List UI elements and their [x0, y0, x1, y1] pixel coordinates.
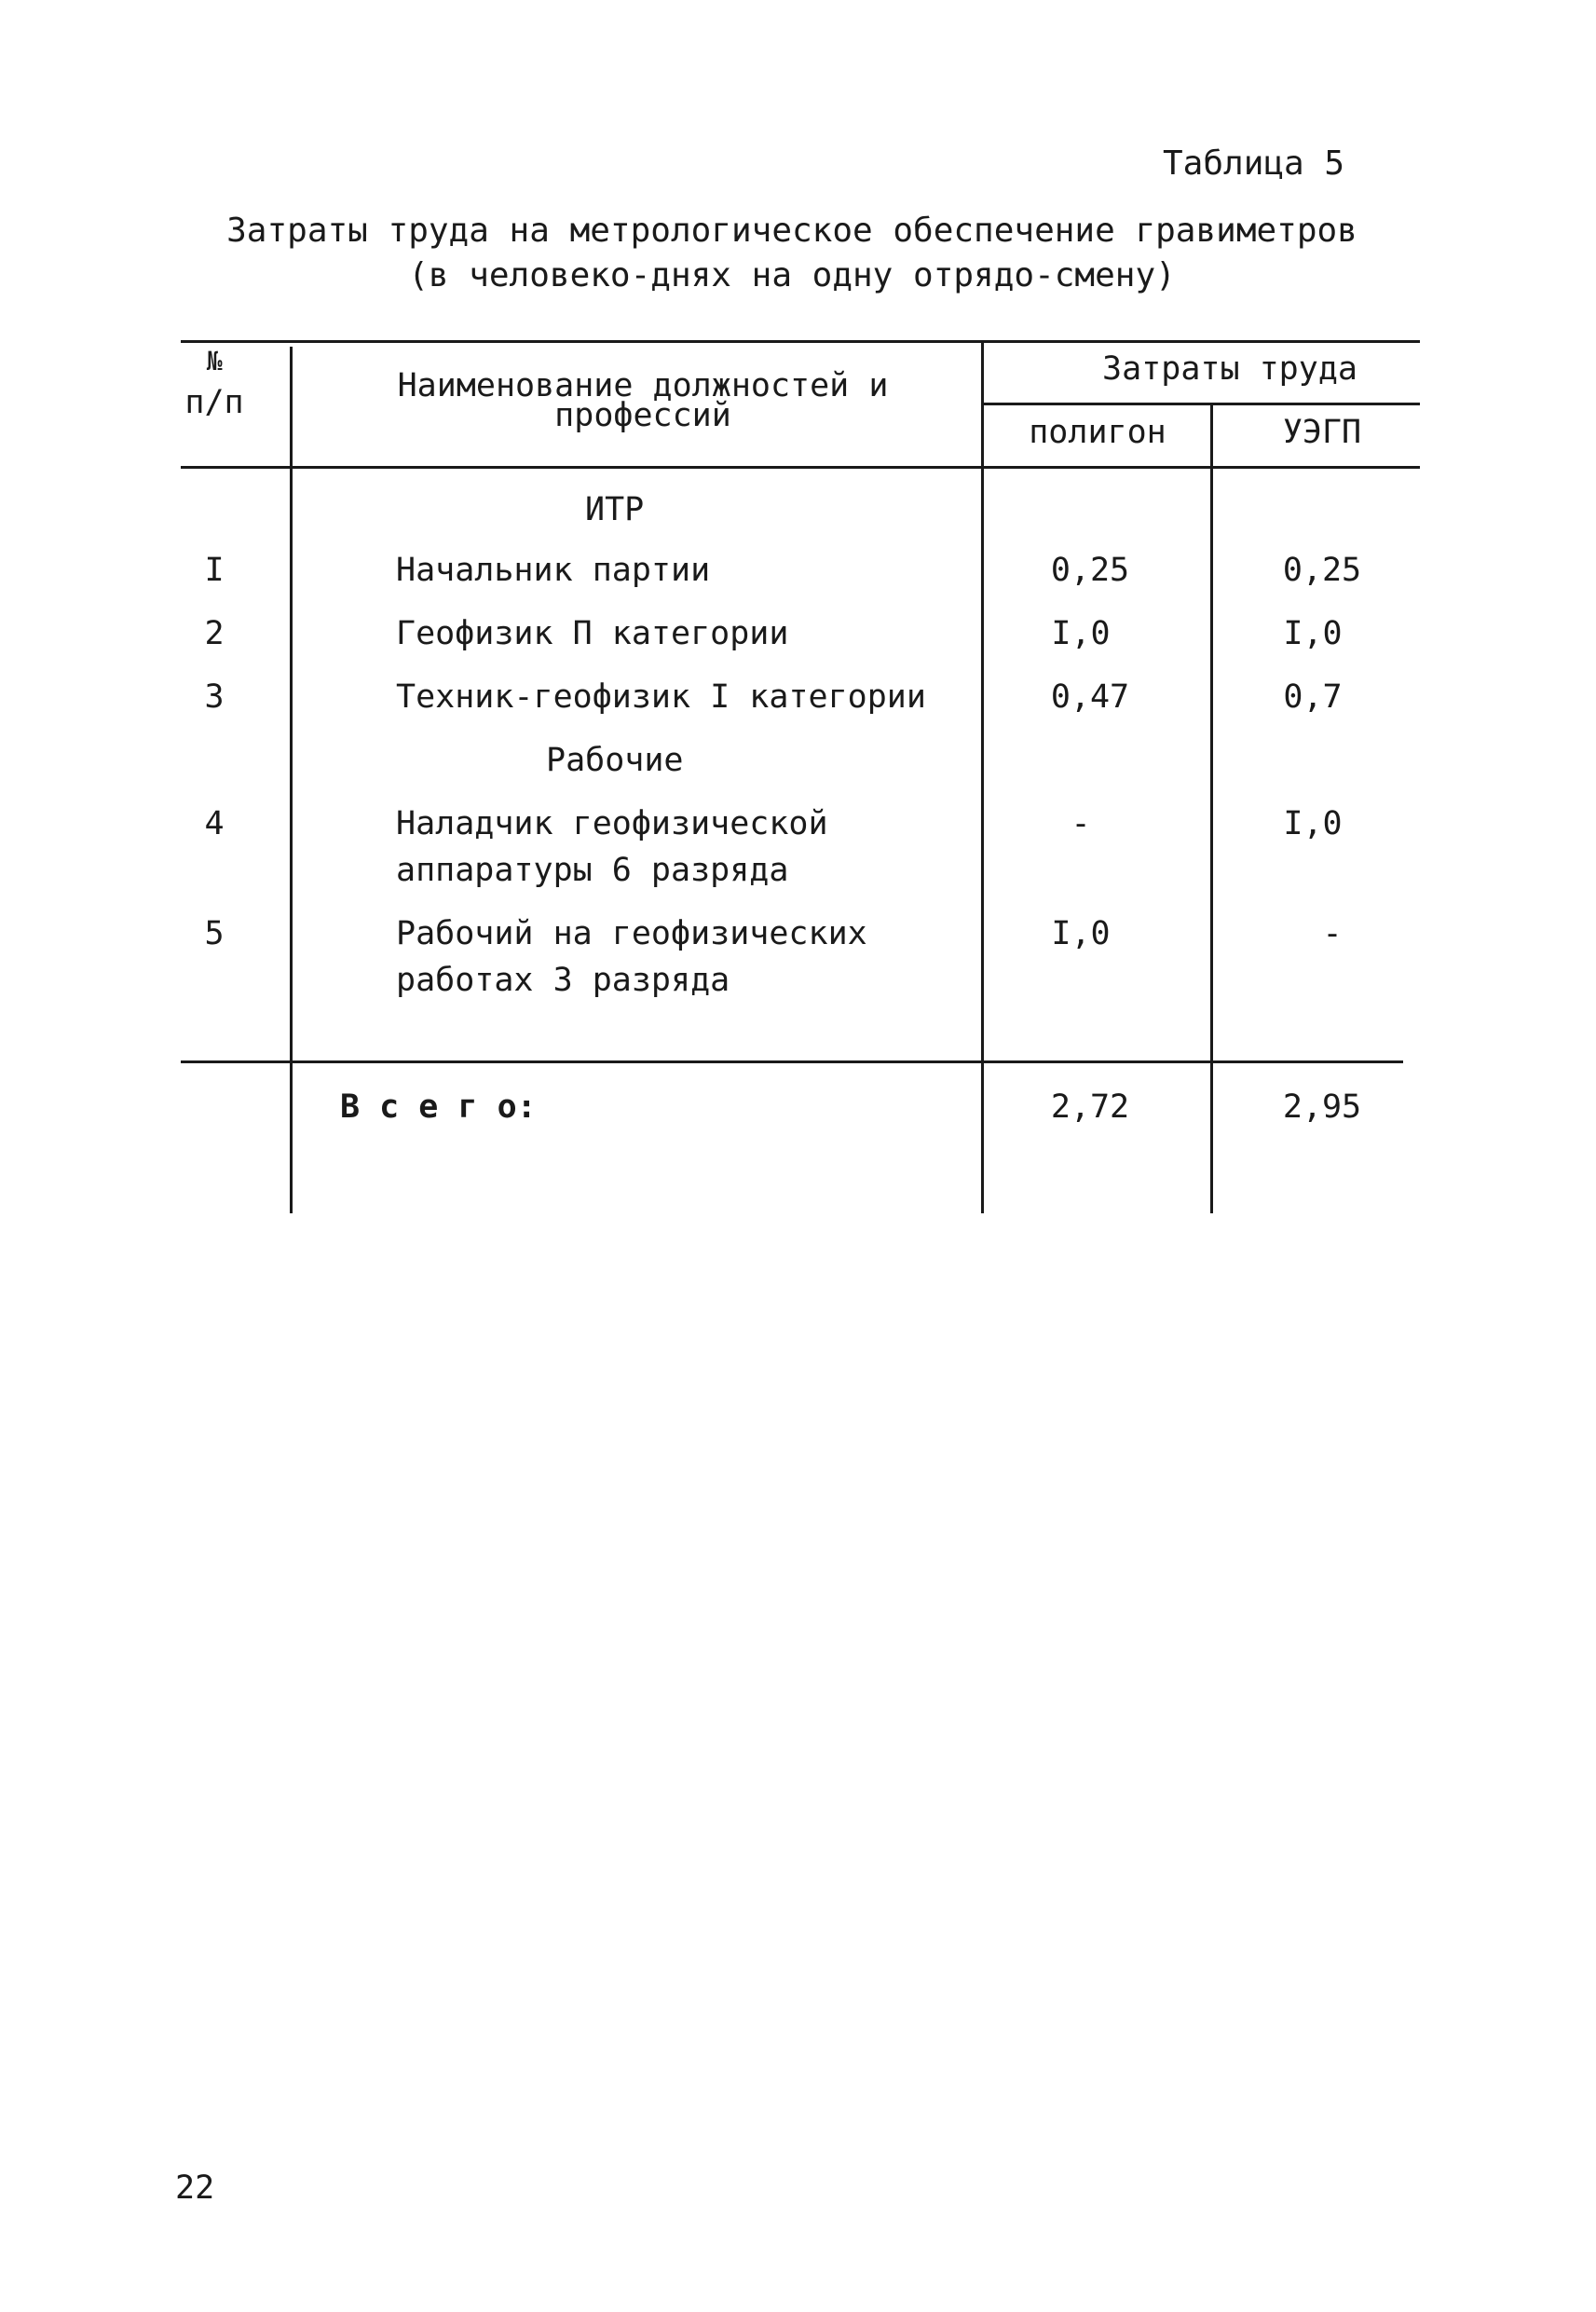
- column-divider-poligon: [1210, 403, 1213, 1213]
- row-value-uegp: I,0: [1283, 805, 1343, 842]
- table-label: Таблица 5: [1163, 144, 1345, 183]
- column-divider-name: [981, 343, 984, 1213]
- costs-subheader-rule: [982, 403, 1420, 405]
- row-value-poligon: 0,25: [1050, 552, 1130, 589]
- row-num: I: [204, 552, 225, 589]
- total-rule: [181, 1060, 1403, 1063]
- row-value-uegp: 0,7: [1283, 678, 1343, 716]
- row-name-continued: работах 3 разряда: [396, 962, 730, 999]
- row-value-uegp: -: [1322, 915, 1343, 952]
- header-col-uegp: УЭГП: [1282, 414, 1362, 451]
- column-divider-num: [290, 347, 293, 1213]
- row-name: Геофизик П категории: [396, 615, 789, 652]
- header-name-line2: профессий: [554, 397, 731, 434]
- table-title-line1: Затраты труда на метрологическое обеспечение гравиметров: [226, 212, 1357, 250]
- row-name: Рабочий на геофизических: [396, 915, 867, 952]
- row-num: 5: [204, 915, 225, 952]
- row-name: Начальник партии: [396, 552, 711, 589]
- row-value-uegp: I,0: [1283, 615, 1343, 652]
- table-title-line2: (в человеко-днях на одну отрядо-смену): [408, 256, 1176, 294]
- header-bottom-rule: [181, 466, 1420, 469]
- row-num: 3: [204, 678, 225, 716]
- row-value-poligon: 0,47: [1050, 678, 1130, 716]
- row-value-poligon: I,0: [1051, 615, 1111, 652]
- page-number: 22: [175, 2169, 215, 2207]
- table-top-rule: [181, 340, 1420, 343]
- row-name-continued: аппаратуры 6 разряда: [396, 852, 789, 889]
- section-label-itr: ИТР: [585, 491, 645, 528]
- total-value-poligon: 2,72: [1050, 1088, 1130, 1126]
- header-num-label: п/п: [184, 384, 244, 421]
- total-value-uegp: 2,95: [1282, 1088, 1362, 1126]
- row-value-poligon: -: [1071, 805, 1091, 842]
- row-num: 2: [204, 615, 225, 652]
- total-label: В с е г о:: [340, 1088, 537, 1126]
- section-label-workers: Рабочие: [546, 742, 684, 779]
- header-name-line1: Наименование должностей и: [397, 367, 889, 404]
- header-num-symbol: №: [206, 346, 223, 376]
- row-value-poligon: I,0: [1051, 915, 1111, 952]
- header-costs: Затраты труда: [1102, 350, 1357, 388]
- row-name: Техник-геофизик I категории: [396, 678, 926, 716]
- row-num: 4: [204, 805, 225, 842]
- row-name: Наладчик геофизической: [396, 805, 828, 842]
- row-value-uegp: 0,25: [1282, 552, 1362, 589]
- header-col-poligon: полигон: [1029, 414, 1166, 451]
